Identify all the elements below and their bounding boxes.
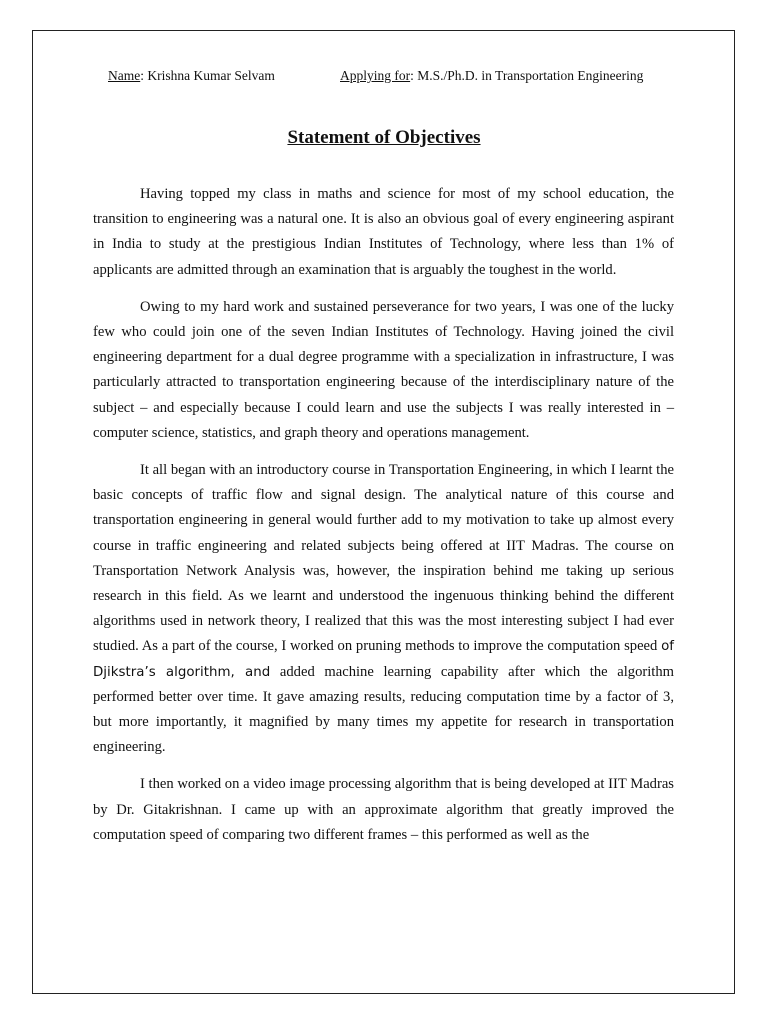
name-label: Name xyxy=(108,68,141,83)
applicant-name xyxy=(108,68,275,84)
applying-for xyxy=(340,68,643,84)
name-separator: : xyxy=(140,68,148,83)
name-value: Krishna Kumar Selvam xyxy=(147,68,275,83)
applying-separator: : xyxy=(410,68,418,83)
paragraph-3-part-3: added machine learning capability after which the algorithm performed better over time. It gave amazing results, reducing computation time by a factor of 3, but more importantly, it magnified by many times my appetite for research in transportation engineering. xyxy=(93,663,675,756)
header-line xyxy=(0,68,768,86)
page-title: Statement of Objectives xyxy=(287,127,481,148)
paragraph-1: Having topped my class in maths and science for most of my school education, the transition to engineering was a natural one. It is also an obvious goal of every engineering aspirant in India to study at the prestigious Indian Institutes of Technology, where less than 1% of applicants are admitted through an examination that is arguably the toughest in the world. xyxy=(93,186,674,278)
applying-value: M.S./Ph.D. in Transportation Engineering xyxy=(417,68,644,83)
paragraph-4: I then worked on a video image processing algorithm that is being developed at IIT Madras by Dr. Gitakrishnan. I came up with an approximate algorithm that greatly improved the computation speed of comparing two different frames – this performed as well as the xyxy=(93,776,674,843)
applying-label: Applying for xyxy=(340,68,411,83)
paragraph-3-part-2: of Djikstra’s algorithm, and xyxy=(93,639,674,680)
paragraph-3 xyxy=(93,458,674,760)
paragraph-3-part-1: It all began with an introductory course in Transportation Engineering, in which I learnt the basic concepts of traffic flow and signal design. The analytical nature of this course and transportation engineering in general would further add to my motivation to take up almost every course in traffic engineering and related subjects being offered at IIT Madras. The course on Transportation Network Analysis was, however, the inspiration behind me taking up serious research in this field. As we learnt and understood the ingenuous thinking behind the different algorithms used in network theory, I realized that this was the most interesting subject I had ever studied. As a part of the course, I worked on pruning methods to improve the computation speed xyxy=(93,462,674,655)
document-body xyxy=(93,182,674,860)
paragraph-2: Owing to my hard work and sustained perseverance for two years, I was one of the lucky few who could join one of the seven Indian Institutes of Technology. Having joined the civil engineering department for a dual degree programme with a specialization in infrastructure, I was particularly attracted to transportation engineering because of the interdisciplinary nature of the subject – and especially because I could learn and use the subjects I was really interested in – computer science, statistics, and graph theory and operations management. xyxy=(93,298,674,441)
